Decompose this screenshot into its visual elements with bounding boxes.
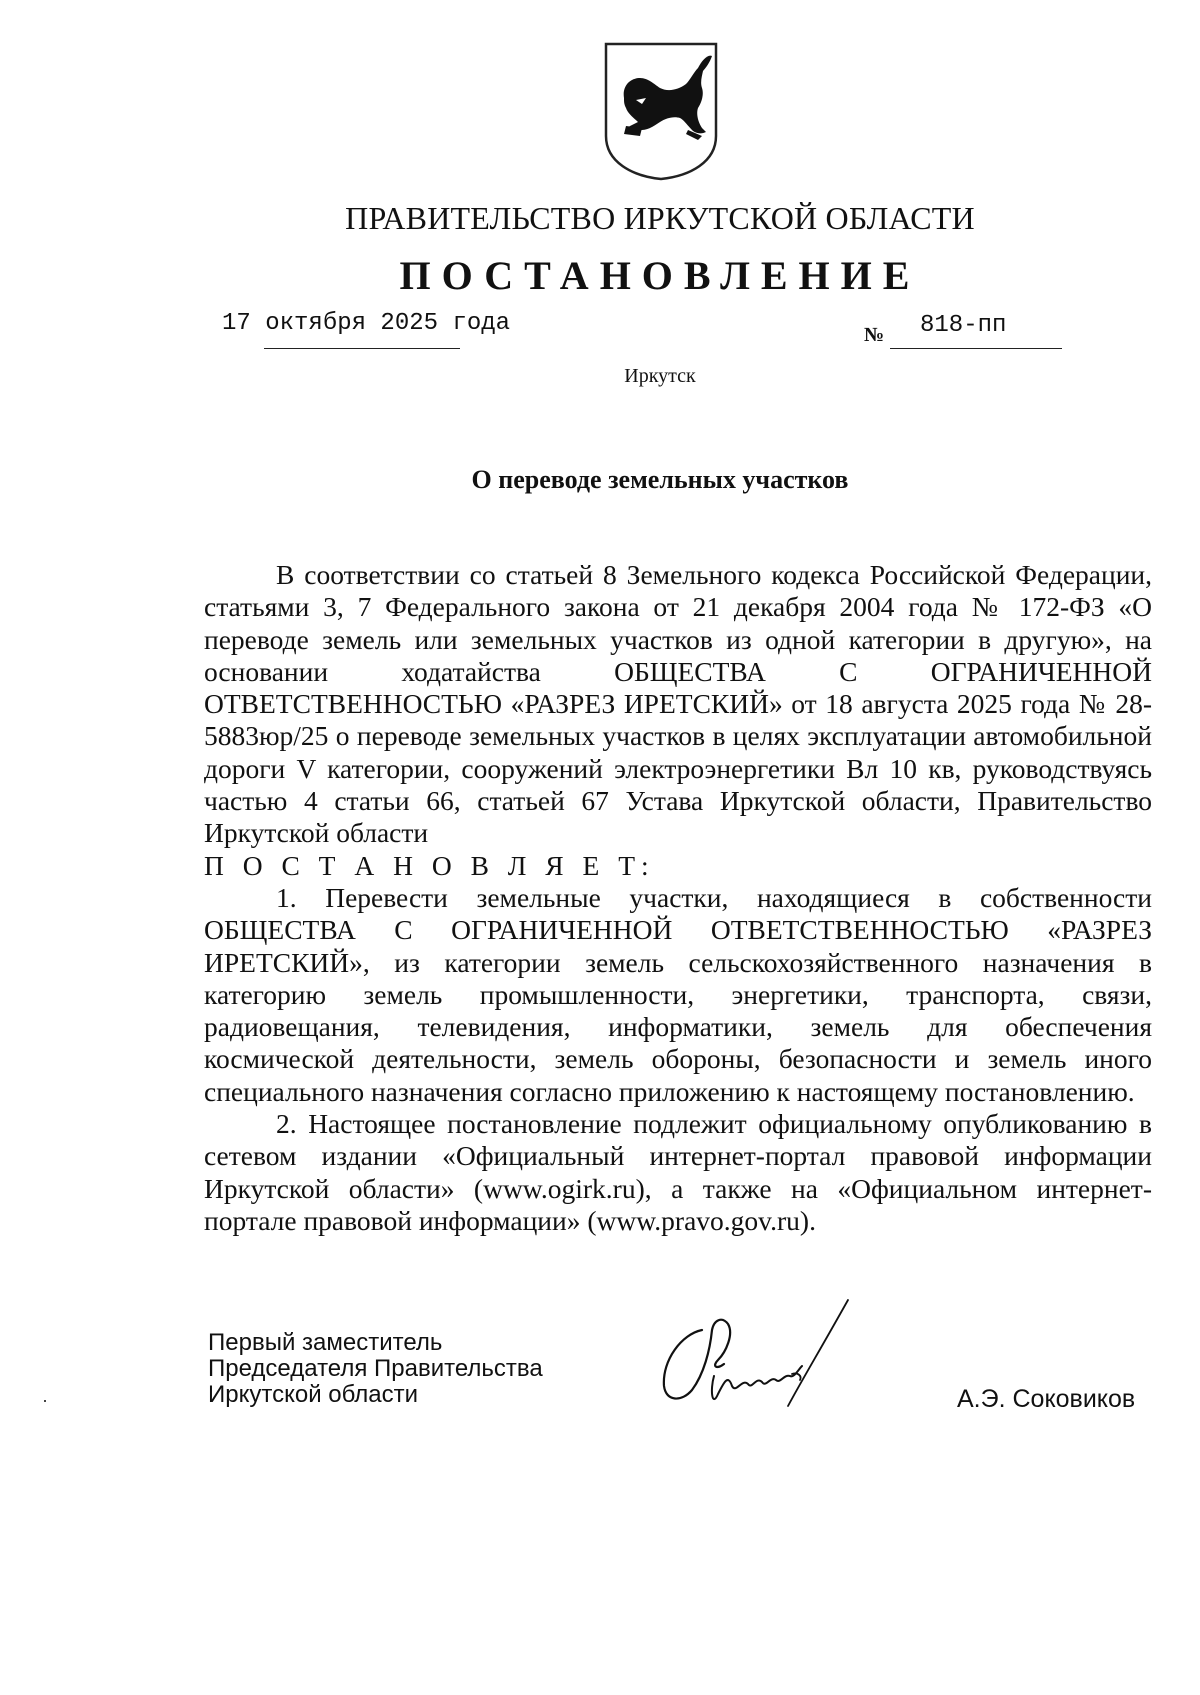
city-name: Иркутск (624, 365, 696, 387)
scan-speck (44, 1400, 46, 1402)
document-date: 17 октября 2025 года (222, 310, 511, 337)
signer-position (208, 1330, 543, 1408)
item-2-paragraph: 2. Настоящее постановление подлежит официальному опубликованию в сетевом издании «Официальный интернет-портал правовой информации Иркутской области» (www.ogirk.ru), а также на «Официальном интернет-портале правовой информации» (www.pravo.gov.ru). (204, 1108, 1152, 1236)
handwritten-signature-icon (652, 1290, 882, 1420)
number-sign: № (864, 324, 885, 346)
document-body (204, 559, 1152, 1237)
date-underline (264, 348, 460, 349)
signer-name: А.Э. Соковиков (957, 1385, 1136, 1413)
document-number: 818-пп (920, 312, 1007, 339)
signer-position-line: Первый заместитель (208, 1329, 443, 1356)
document-type: ПОСТАНОВЛЕНИЕ (399, 253, 921, 298)
government-name: ПРАВИТЕЛЬСТВО ИРКУТСКОЙ ОБЛАСТИ (345, 200, 975, 236)
signer-position-line: Председателя Правительства (208, 1355, 543, 1382)
preamble-paragraph: В соответствии со статьей 8 Земельного кодекса Российской Федерации, статьями 3, 7 Федерального закона от 21 декабря 2004 года № 172-ФЗ «О переводе земель или земельных участков из одной категории в другую», на основании ходатайства ОБЩЕСТВА С ОГРАНИЧЕННОЙ ОТВЕТСТВЕННОСТЬЮ «РАЗРЕЗ ИРЕТСКИЙ» от 18 августа 2025 года № 28-5883юр/25 о переводе земельных участков в целях эксплуатации автомобильной дороги V категории, сооружений электроэнергетики Вл 10 кв, руководствуясь частью 4 статьи 66, статьей 67 Устава Иркутской области, Правительство Иркутской области (204, 559, 1152, 849)
document-title: О переводе земельных участков (471, 465, 849, 494)
irkutsk-coat-of-arms-icon (602, 40, 720, 182)
signer-position-line: Иркутской области (208, 1381, 419, 1408)
item-1-paragraph: 1. Перевести земельные участки, находящиеся в собственности ОБЩЕСТВА С ОГРАНИЧЕННОЙ ОТВЕТСТВЕННОСТЬЮ «РАЗРЕЗ ИРЕТСКИЙ», из категории земель сельскохозяйственного назначения в категорию земель промышленности, энергетики, транспорта, связи, радиовещания, телевидения, информатики, земель для обеспечения космической деятельности, земель обороны, безопасности и земель иного специального назначения согласно приложению к настоящему постановлению. (204, 881, 1152, 1107)
decree-word: П О С Т А Н О В Л Я Е Т: (204, 849, 655, 881)
number-underline (890, 348, 1062, 349)
